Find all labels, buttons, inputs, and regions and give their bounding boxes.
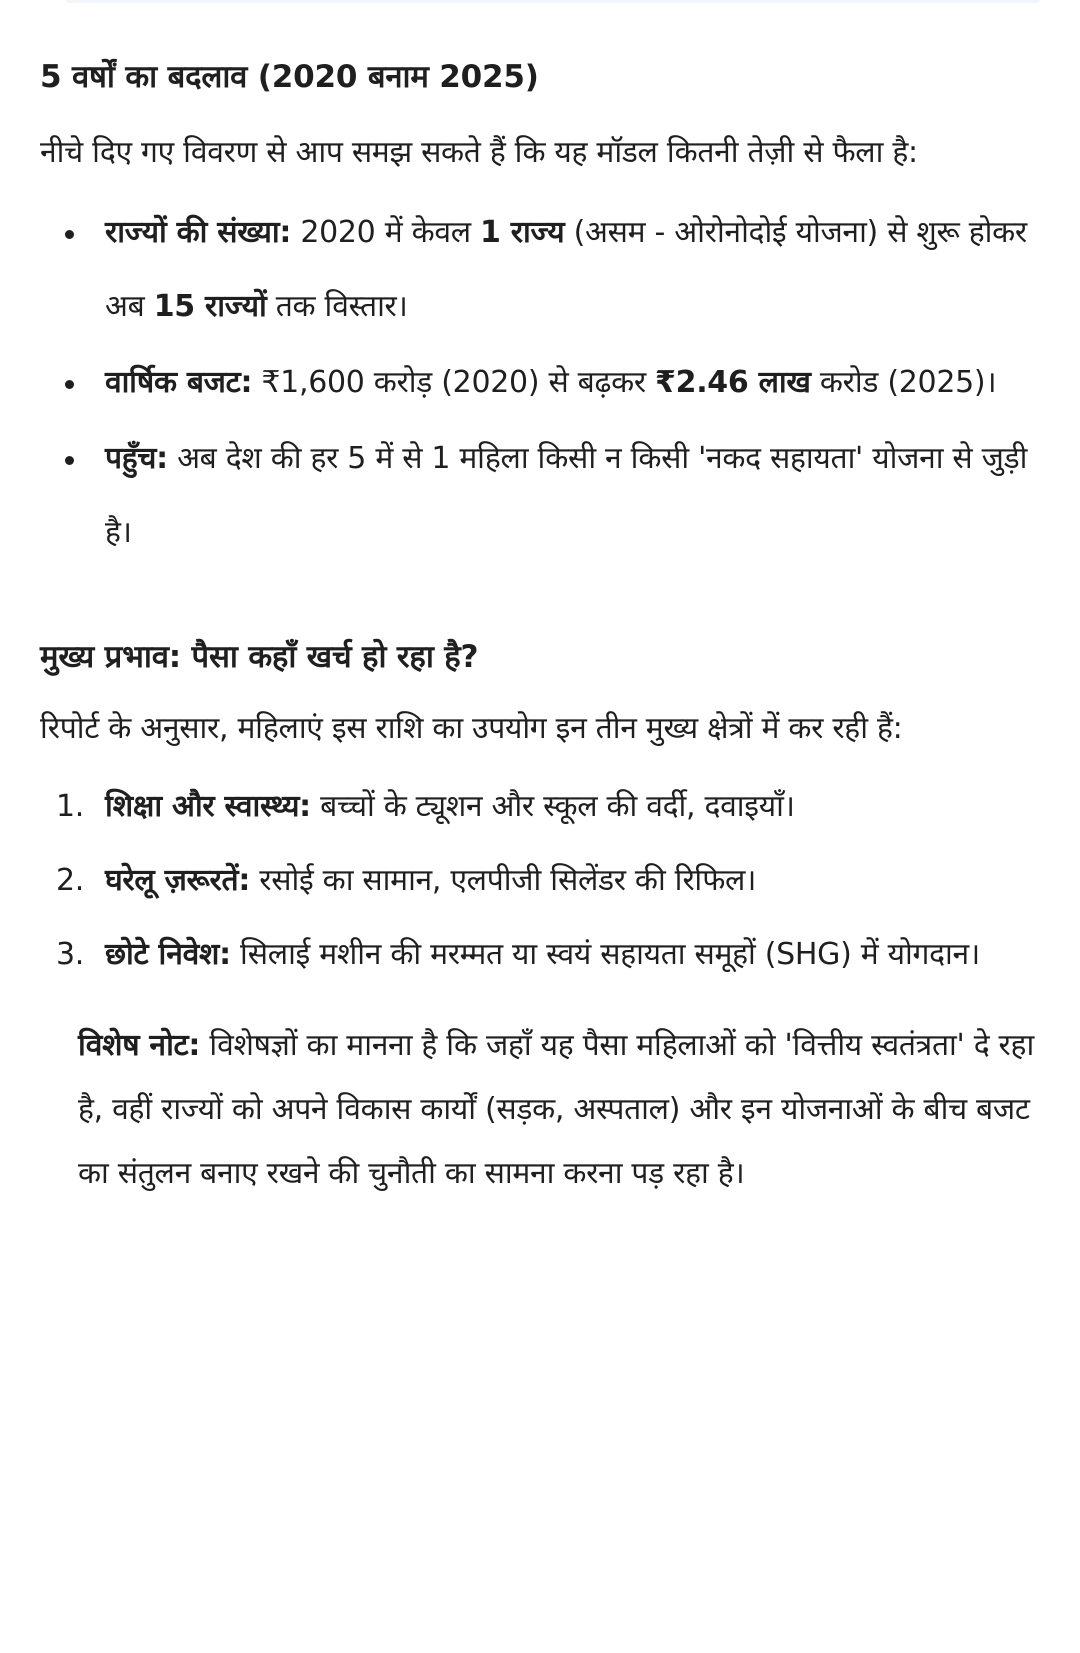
bullet-dot-icon bbox=[65, 230, 74, 239]
bullet-item-states-count bbox=[40, 196, 1050, 344]
special-note-label: विशेष नोट: bbox=[78, 1028, 201, 1063]
bullet-bold-value: ₹2.46 लाख bbox=[655, 365, 811, 400]
list-item-label: घरेलू ज़रूरतें: bbox=[105, 863, 251, 898]
list-item-education-health bbox=[40, 770, 1050, 844]
bullet-dot-icon bbox=[65, 380, 74, 389]
bullet-text: तक विस्तार। bbox=[266, 289, 408, 324]
bullet-text: करोड (2025)। bbox=[810, 365, 997, 400]
list-item-small-investments bbox=[40, 918, 1050, 992]
section-heading-main-impact: मुख्य प्रभाव: पैसा कहाँ खर्च हो रहा है? bbox=[40, 639, 479, 675]
list-item-text: रसोई का सामान, एलपीजी सिलेंडर की रिफिल। bbox=[250, 863, 757, 898]
bullet-text: (असम - ओरोनोदोई योजना) से शुरू होकर अब bbox=[105, 215, 1027, 324]
special-note-text: विशेषज्ञों का मानना है कि जहाँ यह पैसा महिलाओं को 'वित्तीय स्वतंत्रता' दे रहा है, वहीं राज्यों को अपने विकास कार्यों (सड़क, अस्पताल) और इन योजनाओं के बीच बजट का संतुलन बनाए रखने की चुनौती का सामना करना पड़ रहा है। bbox=[78, 1028, 1034, 1191]
list-item-household-needs bbox=[40, 844, 1050, 918]
list-item-label: छोटे निवेश: bbox=[105, 937, 231, 972]
bullet-label: वार्षिक बजट: bbox=[105, 365, 253, 400]
article-content bbox=[40, 48, 1050, 1206]
bullet-bold-value: 1 राज्य bbox=[479, 215, 565, 250]
bullet-dot-icon bbox=[65, 456, 74, 465]
bullet-text: 2020 में केवल bbox=[291, 215, 480, 250]
bullet-item-reach bbox=[40, 422, 1050, 570]
previous-card-edge bbox=[66, 0, 1040, 3]
bullet-bold-value: 15 राज्यों bbox=[153, 289, 267, 324]
list-number: 3. bbox=[56, 937, 85, 972]
bullet-text: अब देश की हर 5 में से 1 महिला किसी न किसी 'नकद सहायता' योजना से जुड़ी है। bbox=[105, 441, 1028, 550]
list-item-text: सिलाई मशीन की मरम्मत या स्वयं सहायता समूहों (SHG) में योगदान। bbox=[230, 937, 980, 972]
list-item-text: बच्चों के ट्यूशन और स्कूल की वर्दी, दवाइयाँ। bbox=[310, 789, 795, 824]
special-note bbox=[40, 1014, 1050, 1206]
bullet-label: पहुँच: bbox=[105, 441, 168, 476]
change-bullet-list bbox=[40, 196, 1050, 570]
list-number: 1. bbox=[56, 789, 85, 824]
section1-intro: नीचे दिए गए विवरण से आप समझ सकते हैं कि यह मॉडल कितनी तेज़ी से फैला है: bbox=[40, 135, 918, 170]
section2-intro: रिपोर्ट के अनुसार, महिलाएं इस राशि का उपयोग इन तीन मुख्य क्षेत्रों में कर रही हैं: bbox=[40, 711, 903, 746]
bullet-text: ₹1,600 करोड़ (2020) से बढ़कर bbox=[252, 365, 656, 400]
section-heading-5-year-change: 5 वर्षों का बदलाव (2020 बनाम 2025) bbox=[40, 59, 539, 95]
bullet-item-annual-budget bbox=[40, 346, 1050, 420]
bullet-label: राज्यों की संख्या: bbox=[105, 215, 292, 250]
spending-areas-list bbox=[40, 770, 1050, 992]
list-number: 2. bbox=[56, 863, 85, 898]
list-item-label: शिक्षा और स्वास्थ्य: bbox=[105, 789, 311, 824]
